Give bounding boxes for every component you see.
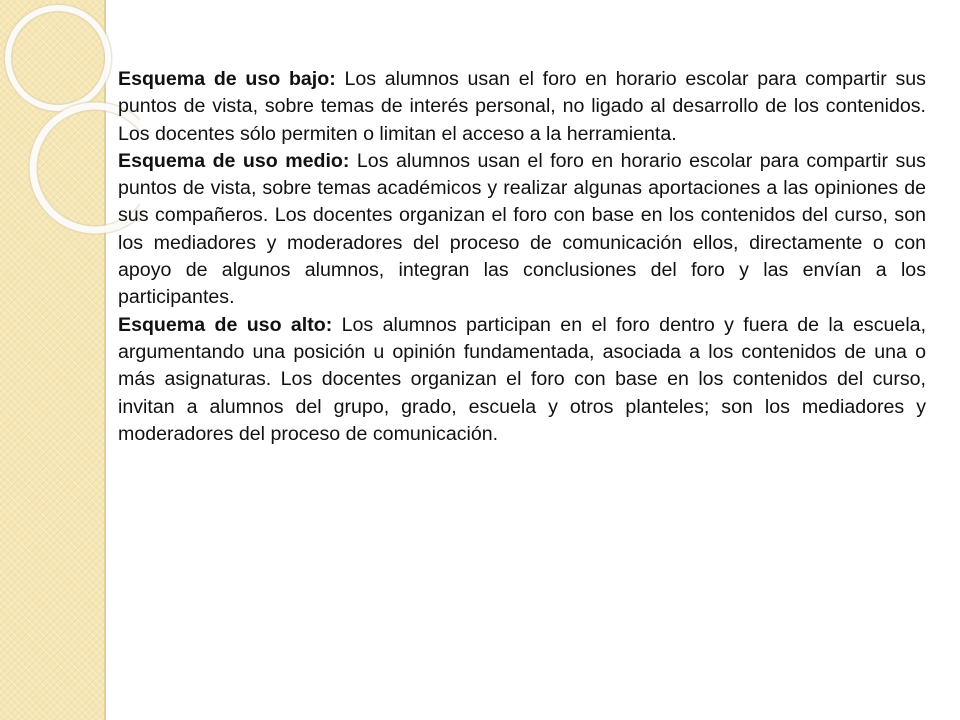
term-uso-medio: Esquema de uso medio: (118, 149, 350, 172)
body-text (118, 66, 926, 448)
paragraph-uso-bajo (118, 66, 926, 148)
paragraph-uso-alto (118, 312, 926, 448)
text-uso-alto: Los alumnos participan en el foro dentro y fuera de la escuela, argumentando una posición u opinión fundamentada, asociada a los contenidos de una o más asignaturas. Los docentes organizan el foro con base en los contenidos del curso, invitan a alumnos del grupo, grado, escuela y otros planteles; son los mediadores y moderadores del proceso de comunicación. (118, 313, 927, 445)
paragraph-uso-medio (118, 148, 926, 312)
top-ring (8, 8, 108, 108)
text-uso-bajo: Los alumnos usan el foro en horario escolar para compartir sus puntos de vista, sobre temas de interés personal, no ligado al desarrollo de los contenidos. Los docentes sólo permiten o limitan el acceso a la herramienta. (118, 68, 926, 145)
text-uso-medio: Los alumnos usan el foro en horario escolar para compartir sus puntos de vista, sobre temas académicos y realizar algunas aportaciones a las opiniones de sus compañeros. Los docentes organizan el foro con base en los contenidos del curso, son los mediadores y moderadores del proceso de comunicación ellos, directamente o con apoyo de algunos alumnos, integran las conclusiones del foro y las envían a los participantes. (118, 149, 926, 309)
term-uso-bajo: Esquema de uso bajo: (118, 68, 336, 90)
term-uso-alto: Esquema de uso alto: (118, 313, 333, 336)
